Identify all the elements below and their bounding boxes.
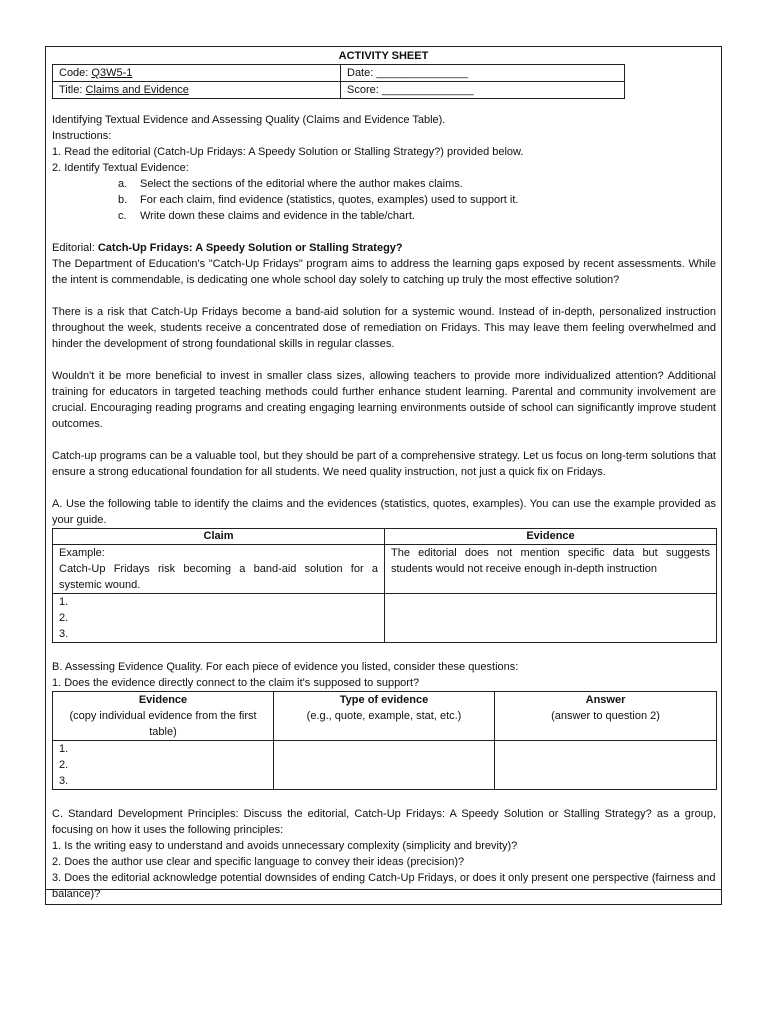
- date-field[interactable]: Date: _______________: [341, 65, 625, 82]
- sheet-body: [52, 112, 716, 902]
- answer-col-header: Answer (answer to question 2): [495, 692, 717, 741]
- title-label: Title:: [59, 84, 86, 96]
- evidence-col-header: Evidence (copy individual evidence from the first table): [53, 692, 274, 741]
- evidence-input-cell[interactable]: 1. 2. 3.: [53, 741, 274, 790]
- sub-item: b. For each claim, find evidence (statistics, quotes, examples) used to support it.: [118, 194, 519, 206]
- activity-sheet: [45, 46, 722, 905]
- instruction-step-1: 1. Read the editorial (Catch-Up Fridays: A Speedy Solution or Stalling Strategy?) provided below.: [52, 146, 524, 158]
- title-cell: [53, 82, 341, 99]
- claims-evidence-table: [52, 528, 717, 643]
- editorial-paragraph: Catch-up programs can be a valuable tool, but they should be part of a comprehensive strategy. Let us focus on long-term solutions that ensure a strong educational foundation for all students. We need quality instruction, not just a quick fix on Fridays.: [52, 450, 716, 478]
- evidence-quality-table: [52, 691, 717, 790]
- code-cell: [53, 65, 341, 82]
- sub-item: c. Write down these claims and evidence in the table/chart.: [118, 210, 415, 222]
- editorial-title: Catch-Up Fridays: A Speedy Solution or Stalling Strategy?: [97, 242, 403, 254]
- editorial-paragraph: Wouldn't it be more beneficial to invest in smaller class sizes, allowing teachers to provide more individualized attention? Additional training for educators in targeted teaching methods could further enhance student learning. Parental and community involvement are crucial. Encouraging reading programs and creating engaging learning environments outside of school can significantly improve student outcomes.: [52, 370, 716, 430]
- score-field[interactable]: Score: _______________: [341, 82, 625, 99]
- section-b-question: 1. Does the evidence directly connect to the claim it's supposed to support?: [52, 677, 420, 689]
- instruction-step-2: 2. Identify Textual Evidence:: [52, 162, 189, 174]
- instructions-label: Instructions:: [52, 130, 112, 142]
- answer-input-cell[interactable]: [495, 741, 717, 790]
- section-b-instructions: B. Assessing Evidence Quality. For each piece of evidence you listed, consider these questions:: [52, 661, 519, 673]
- editorial-paragraph: There is a risk that Catch-Up Fridays become a band-aid solution for a systemic wound. Instead of in-depth, personalized instruction throughout the week, students receive a concentrated dose of remediation on Fridays. This may leave them feeling overwhelmed and hinder the development of strong foundational skills in regular classes.: [52, 306, 716, 350]
- evidence-input-cell[interactable]: [385, 594, 717, 643]
- sub-item: a. Select the sections of the editorial where the author makes claims.: [118, 178, 463, 190]
- example-claim-cell: Example: Catch-Up Fridays risk becoming a band-aid solution for a systemic wound.: [53, 545, 385, 594]
- code-value: Q3W5-1: [91, 67, 133, 79]
- section-c-intro: C. Standard Development Principles: Discuss the editorial, Catch-Up Fridays: A Speedy Solution or Stalling Strategy? as a group, focusing on how it uses the following principles:: [52, 808, 716, 836]
- code-label: Code:: [59, 67, 92, 79]
- example-evidence-cell: The editorial does not mention specific data but suggests students would not receive enough in-depth instruction: [385, 545, 717, 594]
- section-a-instructions: A. Use the following table to identify the claims and the evidences (statistics, quotes, examples). You can use the example provided as your guide.: [52, 498, 716, 526]
- editorial-paragraph: The Department of Education's "Catch-Up Fridays" program aims to address the learning gaps exposed by recent assessments. While the intent is commendable, is dedicating one whole school day solely to catching up truly the most effective solution?: [52, 258, 716, 286]
- section-c-question: 1. Is the writing easy to understand and avoids unnecessary complexity (simplicity and brevity)?: [52, 840, 518, 852]
- type-col-header: Type of evidence (e.g., quote, example, stat, etc.): [274, 692, 495, 741]
- section-c-question: 2. Does the author use clear and specific language to convey their ideas (precision)?: [52, 856, 465, 868]
- section-c-question: 3. Does the editorial acknowledge potential downsides of ending Catch-Up Fridays, or does it only present one perspective (fairness and balance)?: [52, 872, 716, 900]
- claim-input-cell[interactable]: 1. 2. 3.: [53, 594, 385, 643]
- type-input-cell[interactable]: [274, 741, 495, 790]
- title-value: Claims and Evidence: [85, 84, 189, 96]
- claim-header: Claim: [53, 529, 385, 545]
- intro-heading: Identifying Textual Evidence and Assessing Quality (Claims and Evidence Table).: [52, 114, 446, 126]
- header-table: [52, 64, 625, 99]
- sheet-title: ACTIVITY SHEET: [338, 50, 429, 62]
- evidence-header: Evidence: [385, 529, 717, 545]
- bottom-divider: [46, 889, 721, 890]
- editorial-heading: Editorial: Catch-Up Fridays: A Speedy Solution or Stalling Strategy?: [52, 242, 403, 254]
